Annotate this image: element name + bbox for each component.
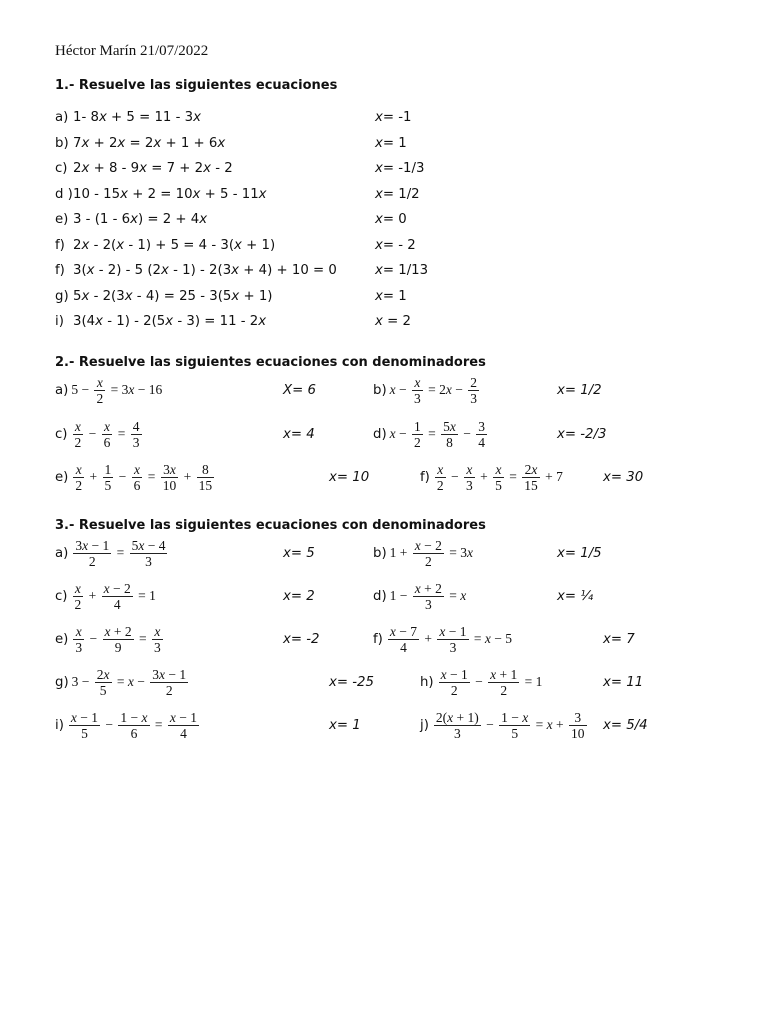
fraction-numerator: x bbox=[437, 461, 444, 477]
answer: x= - 2 bbox=[375, 237, 416, 253]
fraction-numerator: x bbox=[154, 623, 161, 639]
fraction bbox=[73, 462, 84, 493]
fraction bbox=[73, 624, 84, 655]
equation-term: = 1 bbox=[521, 674, 543, 689]
equation-term: = 2x − bbox=[424, 382, 467, 397]
equation-term: 1 − bbox=[389, 588, 411, 603]
fraction-denominator: 15 bbox=[198, 477, 213, 493]
fraction bbox=[434, 710, 481, 741]
fraction-numerator: x + 1 bbox=[490, 666, 518, 682]
fraction-denominator: 4 bbox=[113, 596, 121, 612]
answer: x= 1 bbox=[329, 717, 361, 733]
equation-term: x − bbox=[389, 426, 411, 441]
fraction bbox=[493, 462, 504, 493]
item-label: d) bbox=[373, 426, 387, 442]
fraction-denominator: 3 bbox=[154, 639, 161, 655]
equation: 3(4x - 1) - 2(5x - 3) = 11 - 2x bbox=[73, 314, 267, 329]
item-label: h) bbox=[420, 674, 434, 690]
equation bbox=[437, 667, 543, 698]
fraction-denominator: 10 bbox=[162, 477, 177, 493]
equation-item bbox=[373, 531, 473, 575]
equation-item bbox=[373, 368, 481, 412]
fraction-numerator: x bbox=[134, 461, 140, 477]
equation-term: − bbox=[482, 717, 498, 732]
equation-term: = 3x − 16 bbox=[107, 382, 163, 397]
fraction-denominator: 8 bbox=[446, 434, 453, 450]
fraction-denominator: 2 bbox=[424, 553, 432, 569]
fraction-numerator: 2x bbox=[524, 461, 538, 477]
equation: 3 - (1 - 6x) = 2 + 4x bbox=[73, 212, 208, 227]
answer: x= 4 bbox=[283, 426, 315, 442]
item-label: f) bbox=[55, 263, 65, 278]
answer: x= 1 bbox=[375, 135, 407, 151]
fraction bbox=[499, 710, 530, 741]
fraction-numerator: x + 2 bbox=[104, 623, 132, 639]
fraction-numerator: 8 bbox=[202, 461, 209, 477]
fraction-numerator: x − 2 bbox=[414, 537, 442, 553]
equation-term: = x bbox=[445, 588, 467, 603]
fraction-numerator: x − 1 bbox=[70, 709, 99, 725]
fraction-numerator: 5x bbox=[443, 418, 456, 434]
answer: x= 1/5 bbox=[557, 545, 602, 561]
answer: x= 1/2 bbox=[375, 186, 420, 202]
fraction bbox=[102, 419, 113, 450]
equation bbox=[71, 462, 216, 493]
section-2-title: 2.- Resuelve las siguientes ecuaciones con denominadores bbox=[55, 355, 486, 370]
answer: x= 5/4 bbox=[603, 717, 648, 733]
item-label: b) bbox=[373, 382, 387, 398]
fraction bbox=[435, 462, 446, 493]
fraction-numerator: x bbox=[74, 580, 81, 596]
fraction-denominator: 6 bbox=[103, 434, 111, 450]
equation-item bbox=[55, 455, 216, 499]
fraction-numerator: x + 2 bbox=[414, 580, 442, 596]
fraction-denominator: 2 bbox=[74, 434, 82, 450]
fraction bbox=[103, 462, 114, 493]
equation-row bbox=[0, 314, 768, 336]
answer: x = 2 bbox=[375, 314, 411, 329]
fraction bbox=[168, 710, 199, 741]
fraction-numerator: 5x − 4 bbox=[131, 537, 166, 553]
fraction-denominator: 4 bbox=[180, 725, 187, 741]
fraction bbox=[102, 581, 133, 612]
equation-term: − bbox=[471, 674, 487, 689]
equation-term: = bbox=[113, 545, 128, 560]
equation bbox=[71, 538, 169, 569]
fraction bbox=[437, 624, 468, 655]
equation-row bbox=[0, 289, 768, 311]
item-label: e) bbox=[55, 631, 69, 647]
fraction-numerator: x − 2 bbox=[103, 580, 131, 596]
equation-term: = bbox=[424, 426, 440, 441]
equation: 5x - 2(3x - 4) = 25 - 3(5x + 1) bbox=[73, 288, 273, 304]
equation-term: 5 − bbox=[71, 382, 93, 397]
item-label: b) bbox=[55, 135, 69, 151]
equation-row bbox=[0, 161, 768, 183]
fraction-denominator: 2 bbox=[450, 682, 458, 698]
fraction bbox=[412, 419, 423, 450]
fraction-numerator: x bbox=[96, 374, 103, 390]
fraction bbox=[94, 375, 105, 406]
equation-term: 1 + bbox=[389, 545, 411, 560]
fraction bbox=[152, 624, 163, 655]
fraction bbox=[413, 538, 444, 569]
equation-item bbox=[55, 660, 190, 704]
item-label: a) bbox=[55, 545, 69, 561]
equation-term: + bbox=[86, 469, 101, 484]
fraction bbox=[73, 581, 84, 612]
answer: x= 11 bbox=[603, 674, 644, 690]
section-1-title: 1.- Resuelve las siguientes ecuaciones bbox=[55, 78, 338, 93]
item-label: a) bbox=[55, 382, 69, 398]
fraction-denominator: 3 bbox=[453, 725, 461, 741]
equation-term: = bbox=[144, 469, 159, 484]
fraction-denominator: 2 bbox=[75, 477, 83, 493]
fraction-numerator: x bbox=[74, 418, 81, 434]
equation-row bbox=[0, 110, 768, 132]
equation bbox=[390, 419, 489, 450]
equation bbox=[67, 710, 201, 741]
fraction-numerator: x bbox=[414, 374, 421, 390]
answer: x= 0 bbox=[375, 212, 407, 227]
equation-item bbox=[420, 660, 542, 704]
fraction-denominator: 3 bbox=[449, 639, 457, 655]
item-label: c) bbox=[55, 588, 68, 604]
fraction-denominator: 2 bbox=[500, 682, 508, 698]
equation-term: x − bbox=[389, 382, 411, 397]
author-line: Héctor Marín 21/07/2022 bbox=[55, 43, 209, 59]
fraction-denominator: 9 bbox=[114, 639, 122, 655]
equation bbox=[390, 538, 473, 569]
equation-term: = bbox=[135, 631, 150, 646]
fraction-denominator: 5 bbox=[81, 725, 88, 741]
equation-item bbox=[55, 412, 144, 456]
equation-item bbox=[373, 412, 489, 456]
equation bbox=[433, 462, 563, 493]
equation-term: = bbox=[114, 426, 129, 441]
item-label: f) bbox=[373, 631, 383, 647]
equation-term: = 1 bbox=[134, 588, 156, 603]
fraction-denominator: 3 bbox=[414, 390, 421, 406]
answer: X= 6 bbox=[283, 382, 316, 398]
answer: x= -25 bbox=[329, 674, 374, 690]
fraction bbox=[131, 419, 142, 450]
fraction-numerator: x bbox=[104, 418, 110, 434]
fraction bbox=[130, 538, 168, 569]
fraction bbox=[569, 710, 587, 741]
equation-term: = bbox=[151, 717, 166, 732]
answer: x= 2 bbox=[283, 588, 315, 604]
equation bbox=[71, 624, 164, 655]
equation-term: + bbox=[476, 469, 492, 484]
fraction bbox=[413, 581, 444, 612]
equation-item bbox=[373, 617, 512, 661]
equation bbox=[71, 375, 162, 406]
equation-term: − bbox=[85, 426, 100, 441]
fraction-numerator: 3x − 1 bbox=[75, 537, 110, 553]
answer: x= 7 bbox=[603, 631, 635, 647]
fraction-denominator: 2 bbox=[88, 553, 96, 569]
item-label: f) bbox=[55, 237, 65, 253]
fraction bbox=[441, 419, 458, 450]
fraction-numerator: 1 bbox=[414, 418, 421, 434]
answer: x= 1/2 bbox=[557, 382, 602, 398]
equation-term: − bbox=[86, 631, 101, 646]
equation: 10 - 15x + 2 = 10x + 5 - 11x bbox=[73, 186, 267, 202]
item-label: b) bbox=[373, 545, 387, 561]
equation-item bbox=[420, 455, 563, 499]
fraction-denominator: 4 bbox=[478, 434, 486, 450]
fraction-denominator: 5 bbox=[511, 725, 519, 741]
fraction bbox=[118, 710, 149, 741]
equation-term: + bbox=[180, 469, 195, 484]
fraction-denominator: 3 bbox=[466, 477, 473, 493]
fraction-denominator: 2 bbox=[436, 477, 444, 493]
equation-item bbox=[55, 703, 201, 747]
item-label: d ) bbox=[55, 186, 73, 202]
equation-item bbox=[55, 574, 156, 618]
item-label: f) bbox=[420, 469, 430, 485]
equation-term: = x + bbox=[532, 717, 567, 732]
equation-row bbox=[0, 212, 768, 234]
fraction-numerator: 3x − 1 bbox=[152, 666, 187, 682]
equation bbox=[71, 419, 144, 450]
fraction-numerator: 4 bbox=[132, 418, 140, 434]
equation-term: = x − bbox=[113, 674, 149, 689]
equation-term: = x − 5 bbox=[470, 631, 512, 646]
equation: 2x - 2(x - 1) + 5 = 4 - 3(x + 1) bbox=[73, 237, 276, 253]
fraction-numerator: 2(x + 1) bbox=[435, 709, 479, 725]
equation bbox=[432, 710, 589, 741]
item-label: c) bbox=[55, 426, 68, 442]
item-label: j) bbox=[420, 717, 429, 733]
answer: x= 1/13 bbox=[375, 263, 429, 278]
fraction-numerator: 1 − x bbox=[120, 709, 148, 725]
equation-row bbox=[0, 238, 768, 260]
fraction-denominator: 2 bbox=[414, 434, 421, 450]
fraction-numerator: 3 bbox=[574, 709, 582, 725]
fraction-denominator: 4 bbox=[400, 639, 407, 655]
fraction-numerator: x bbox=[495, 461, 502, 477]
fraction bbox=[468, 375, 479, 406]
answer: x= 10 bbox=[329, 469, 370, 485]
equation: 2x + 8 - 9x = 7 + 2x - 2 bbox=[73, 161, 233, 176]
equation-term: 3 − bbox=[71, 674, 93, 689]
fraction-denominator: 5 bbox=[99, 682, 107, 698]
equation: 3(x - 2) - 5 (2x - 1) - 2(3x + 4) + 10 = 0 bbox=[73, 263, 337, 278]
fraction-denominator: 3 bbox=[470, 390, 478, 406]
item-label: a) bbox=[55, 110, 69, 125]
equation-row bbox=[0, 187, 768, 209]
fraction bbox=[73, 419, 84, 450]
fraction-numerator: x − 1 bbox=[169, 709, 198, 725]
fraction-denominator: 6 bbox=[133, 477, 141, 493]
equation-term: − bbox=[115, 469, 130, 484]
answer: x= -2 bbox=[283, 631, 320, 647]
section-3-title: 3.- Resuelve las siguientes ecuaciones con denominadores bbox=[55, 518, 486, 533]
fraction-numerator: 2 bbox=[470, 374, 478, 390]
fraction-numerator: x − 1 bbox=[440, 666, 468, 682]
equation-term: = 3x bbox=[445, 545, 474, 560]
equation bbox=[390, 581, 467, 612]
answer: x= ¼ bbox=[557, 588, 594, 604]
answer: x= 5 bbox=[283, 545, 315, 561]
fraction-numerator: x bbox=[75, 461, 82, 477]
fraction bbox=[69, 710, 100, 741]
fraction-numerator: x bbox=[75, 623, 82, 639]
item-label: c) bbox=[55, 161, 68, 176]
item-label: g) bbox=[55, 674, 69, 690]
equation-item bbox=[55, 368, 162, 412]
fraction-numerator: x bbox=[466, 461, 473, 477]
equation bbox=[72, 667, 191, 698]
item-label: e) bbox=[55, 469, 69, 485]
equation-term: − bbox=[102, 717, 117, 732]
fraction-numerator: x − 7 bbox=[389, 623, 417, 639]
fraction-numerator: 1 bbox=[104, 461, 112, 477]
fraction-denominator: 6 bbox=[130, 725, 138, 741]
fraction-denominator: 3 bbox=[132, 434, 140, 450]
fraction bbox=[95, 667, 112, 698]
equation-item bbox=[373, 574, 466, 618]
item-label: d) bbox=[373, 588, 387, 604]
fraction-denominator: 5 bbox=[104, 477, 112, 493]
equation-term: − bbox=[447, 469, 462, 484]
answer: x= -1 bbox=[375, 110, 412, 125]
equation-item bbox=[420, 703, 589, 747]
equation: 1- 8x + 5 = 11 - 3x bbox=[73, 110, 201, 125]
fraction-numerator: 3 bbox=[478, 418, 486, 434]
equation-row bbox=[0, 136, 768, 158]
fraction bbox=[103, 624, 134, 655]
fraction-numerator: 3x bbox=[163, 461, 176, 477]
equation-term: + bbox=[421, 631, 436, 646]
equation: 7x + 2x = 2x + 1 + 6x bbox=[73, 135, 226, 151]
fraction-numerator: x − 1 bbox=[439, 623, 467, 639]
fraction bbox=[388, 624, 419, 655]
equation-item bbox=[55, 617, 165, 661]
equation bbox=[386, 624, 512, 655]
equation bbox=[390, 375, 481, 406]
equation-term: + bbox=[85, 588, 100, 603]
fraction bbox=[73, 538, 111, 569]
fraction bbox=[150, 667, 188, 698]
fraction-denominator: 3 bbox=[145, 553, 152, 569]
fraction-denominator: 3 bbox=[75, 639, 83, 655]
fraction bbox=[132, 462, 143, 493]
fraction-denominator: 2 bbox=[96, 390, 104, 406]
equation-row bbox=[0, 263, 768, 285]
equation bbox=[71, 581, 156, 612]
equation-term: = bbox=[505, 469, 521, 484]
answer: x= -2/3 bbox=[557, 426, 607, 442]
fraction-denominator: 15 bbox=[524, 477, 538, 493]
item-label: e) bbox=[55, 212, 69, 227]
fraction-numerator: 1 − x bbox=[501, 709, 529, 725]
answer: x= 30 bbox=[603, 469, 644, 485]
fraction bbox=[522, 462, 540, 493]
fraction bbox=[161, 462, 179, 493]
fraction-denominator: 3 bbox=[424, 596, 432, 612]
fraction bbox=[476, 419, 487, 450]
fraction-denominator: 5 bbox=[495, 477, 502, 493]
equation-item bbox=[55, 531, 169, 575]
fraction-numerator: 2x bbox=[96, 666, 110, 682]
fraction bbox=[439, 667, 470, 698]
fraction-denominator: 2 bbox=[165, 682, 173, 698]
fraction bbox=[464, 462, 475, 493]
equation-term: − bbox=[459, 426, 475, 441]
fraction bbox=[412, 375, 423, 406]
item-label: i) bbox=[55, 717, 64, 733]
item-label: i) bbox=[55, 314, 64, 329]
equation-term: + 7 bbox=[541, 469, 563, 484]
item-label: g) bbox=[55, 288, 69, 304]
fraction-denominator: 2 bbox=[74, 596, 82, 612]
answer: x= -1/3 bbox=[375, 161, 425, 176]
fraction-denominator: 10 bbox=[571, 725, 585, 741]
fraction bbox=[197, 462, 215, 493]
fraction bbox=[488, 667, 519, 698]
answer: x= 1 bbox=[375, 288, 407, 304]
